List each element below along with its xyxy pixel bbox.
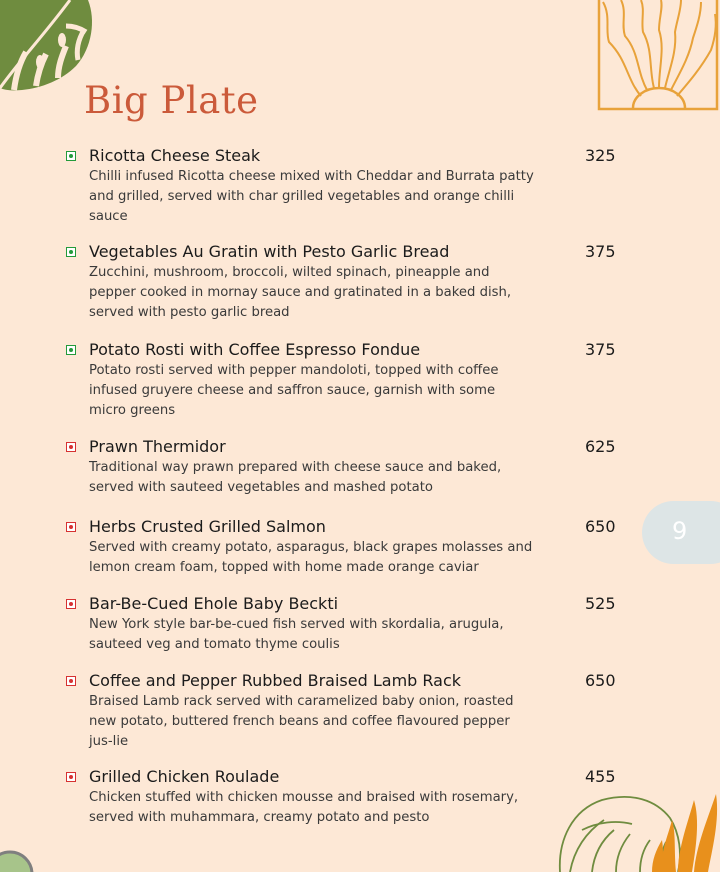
veg-indicator-icon [66, 151, 76, 161]
decorative-circle-icon [0, 840, 50, 872]
non-veg-indicator-icon [66, 442, 76, 452]
item-name: Grilled Chicken Roulade [89, 767, 280, 786]
item-name: Bar-Be-Cued Ehole Baby Beckti [89, 594, 339, 613]
item-description: Traditional way prawn prepared with cheese sauce and baked, served with sauteed vegetables and mashed potato [89, 460, 502, 495]
item-name: Herbs Crusted Grilled Salmon [89, 517, 326, 536]
item-description: Potato rosti served with pepper mandoloti, topped with coffee infused gruyere cheese and saffron sauce, garnish with some micro greens [89, 363, 499, 418]
item-price: 525 [585, 594, 616, 613]
non-veg-indicator-icon [66, 772, 76, 782]
item-price: 650 [585, 671, 616, 690]
item-name: Vegetables Au Gratin with Pesto Garlic Bread [89, 242, 450, 261]
item-price: 375 [585, 340, 616, 359]
page-number: 9 [672, 517, 688, 545]
non-veg-indicator-icon [66, 522, 76, 532]
item-description: Braised Lamb rack served with caramelized baby onion, roasted new potato, buttered french beans and coffee flavoured pepper jus-lie [89, 694, 514, 749]
non-veg-indicator-icon [66, 599, 76, 609]
non-veg-indicator-icon [66, 676, 76, 686]
item-description: Zucchini, mushroom, broccoli, wilted spinach, pineapple and pepper cooked in mornay sauce and gratinated in a baked dish, served with pesto garlic bread [89, 265, 512, 320]
item-price: 650 [585, 517, 616, 536]
tropical-leaves-icon [552, 770, 720, 872]
item-price: 325 [585, 146, 616, 165]
item-description: Served with creamy potato, asparagus, black grapes molasses and lemon cream foam, topped with home made orange caviar [89, 540, 533, 575]
item-name: Prawn Thermidor [89, 437, 226, 456]
item-name: Potato Rosti with Coffee Espresso Fondue [89, 340, 421, 359]
item-name: Coffee and Pepper Rubbed Braised Lamb Rack [89, 671, 462, 690]
section-title: Big Plate [84, 79, 259, 122]
sunburst-frame-icon [597, 0, 720, 111]
item-description: New York style bar-be-cued fish served with skordalia, arugula, sauteed veg and tomato thyme coulis [89, 617, 504, 652]
veg-indicator-icon [66, 345, 76, 355]
item-price: 455 [585, 767, 616, 786]
item-price: 625 [585, 437, 616, 456]
item-description: Chicken stuffed with chicken mousse and braised with rosemary, served with muhammara, creamy potato and pesto [89, 790, 519, 825]
item-price: 375 [585, 242, 616, 261]
item-name: Ricotta Cheese Steak [89, 146, 261, 165]
veg-indicator-icon [66, 247, 76, 257]
item-description: Chilli infused Ricotta cheese mixed with Cheddar and Burrata patty and grilled, served with char grilled vegetables and orange chilli sauce [89, 169, 534, 224]
